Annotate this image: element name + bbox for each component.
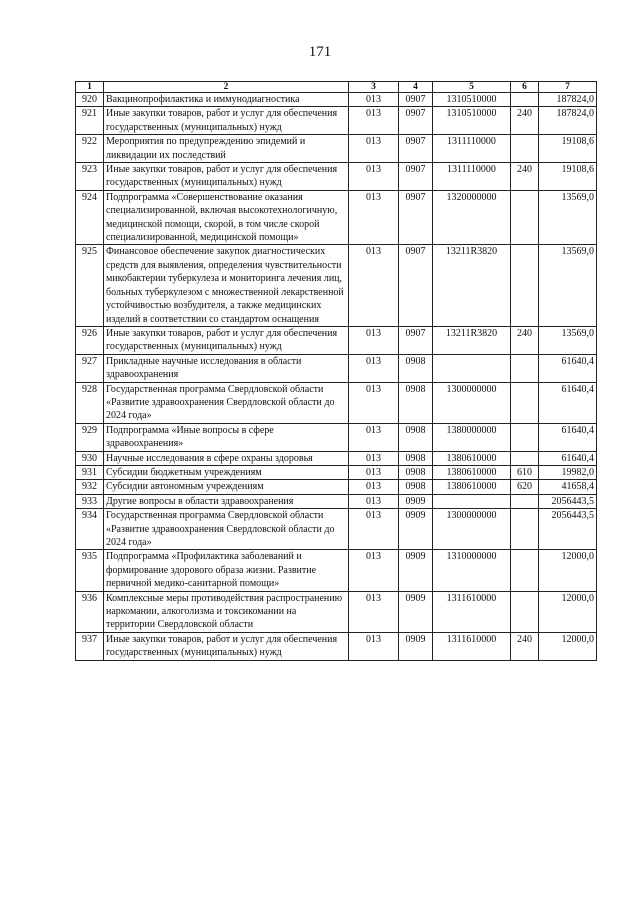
table-row xyxy=(76,93,597,107)
table-row xyxy=(76,423,597,451)
expense-type-code xyxy=(511,509,539,550)
table-header-row xyxy=(76,82,597,93)
section-code: 0909 xyxy=(399,494,433,508)
row-number: 930 xyxy=(76,451,104,465)
item-name: Субсидии бюджетным учреждениям xyxy=(104,465,349,479)
section-code: 0907 xyxy=(399,245,433,326)
section-code: 0908 xyxy=(399,451,433,465)
expense-type-code: 240 xyxy=(511,107,539,135)
row-number: 934 xyxy=(76,509,104,550)
table-body xyxy=(76,93,597,661)
section-code: 0907 xyxy=(399,135,433,163)
target-article-code: 1300000000 xyxy=(433,382,511,423)
section-code: 0907 xyxy=(399,93,433,107)
table-row xyxy=(76,135,597,163)
budget-table xyxy=(75,81,597,661)
expense-type-code xyxy=(511,354,539,382)
item-name: Финансовое обеспечение закупок диагностических средств для выявления, определения чувствительности микобактерии туберкулеза и мониторинга лечения лиц, больных туберкулезом с множественной лекарственной устойчивостью возбудителя, а также медицинских изделий в соответствии со стандартом оснащения xyxy=(104,245,349,326)
section-code: 0907 xyxy=(399,163,433,191)
item-name: Другие вопросы в области здравоохранения xyxy=(104,494,349,508)
ministry-code: 013 xyxy=(349,451,399,465)
column-header: 5 xyxy=(433,82,511,93)
section-code: 0907 xyxy=(399,190,433,245)
amount: 19108,6 xyxy=(539,135,597,163)
target-article-code: 13211R3820 xyxy=(433,326,511,354)
ministry-code: 013 xyxy=(349,465,399,479)
section-code: 0907 xyxy=(399,326,433,354)
section-code: 0907 xyxy=(399,107,433,135)
section-code: 0908 xyxy=(399,382,433,423)
expense-type-code xyxy=(511,494,539,508)
ministry-code: 013 xyxy=(349,107,399,135)
table-row xyxy=(76,550,597,591)
row-number: 937 xyxy=(76,632,104,660)
row-number: 935 xyxy=(76,550,104,591)
table-row xyxy=(76,509,597,550)
expense-type-code xyxy=(511,190,539,245)
target-article-code: 1310000000 xyxy=(433,550,511,591)
ministry-code: 013 xyxy=(349,632,399,660)
table-row xyxy=(76,591,597,632)
amount: 12000,0 xyxy=(539,550,597,591)
expense-type-code xyxy=(511,423,539,451)
row-number: 925 xyxy=(76,245,104,326)
target-article-code: 1380610000 xyxy=(433,451,511,465)
target-article-code: 1311110000 xyxy=(433,135,511,163)
item-name: Комплексные меры противодействия распространению наркомании, алкоголизма и токсикомании на территории Свердловской области xyxy=(104,591,349,632)
amount: 41658,4 xyxy=(539,480,597,494)
column-header: 7 xyxy=(539,82,597,93)
amount: 13569,0 xyxy=(539,326,597,354)
amount: 13569,0 xyxy=(539,190,597,245)
target-article-code: 13211R3820 xyxy=(433,245,511,326)
expense-type-code xyxy=(511,550,539,591)
ministry-code: 013 xyxy=(349,591,399,632)
expense-type-code xyxy=(511,93,539,107)
target-article-code xyxy=(433,354,511,382)
row-number: 931 xyxy=(76,465,104,479)
amount: 61640,4 xyxy=(539,451,597,465)
amount: 61640,4 xyxy=(539,382,597,423)
table-row xyxy=(76,326,597,354)
table-row xyxy=(76,480,597,494)
expense-type-code xyxy=(511,135,539,163)
item-name: Субсидии автономным учреждениям xyxy=(104,480,349,494)
page-number: 171 xyxy=(308,44,332,60)
target-article-code: 1320000000 xyxy=(433,190,511,245)
target-article-code: 1380000000 xyxy=(433,423,511,451)
item-name: Иные закупки товаров, работ и услуг для обеспечения государственных (муниципальных) нужд xyxy=(104,107,349,135)
expense-type-code: 240 xyxy=(511,163,539,191)
item-name: Государственная программа Свердловской области «Развитие здравоохранения Свердловской области до 2024 года» xyxy=(104,509,349,550)
item-name: Прикладные научные исследования в области здравоохранения xyxy=(104,354,349,382)
row-number: 928 xyxy=(76,382,104,423)
expense-type-code: 240 xyxy=(511,632,539,660)
expense-type-code xyxy=(511,382,539,423)
expense-type-code xyxy=(511,591,539,632)
row-number: 924 xyxy=(76,190,104,245)
row-number: 921 xyxy=(76,107,104,135)
target-article-code: 1380610000 xyxy=(433,465,511,479)
target-article-code xyxy=(433,494,511,508)
target-article-code: 1380610000 xyxy=(433,480,511,494)
expense-type-code: 240 xyxy=(511,326,539,354)
amount: 2056443,5 xyxy=(539,509,597,550)
column-header: 6 xyxy=(511,82,539,93)
section-code: 0908 xyxy=(399,354,433,382)
ministry-code: 013 xyxy=(349,326,399,354)
target-article-code: 1311610000 xyxy=(433,632,511,660)
ministry-code: 013 xyxy=(349,354,399,382)
row-number: 932 xyxy=(76,480,104,494)
ministry-code: 013 xyxy=(349,135,399,163)
table-row xyxy=(76,451,597,465)
section-code: 0908 xyxy=(399,480,433,494)
amount: 19982,0 xyxy=(539,465,597,479)
section-code: 0909 xyxy=(399,550,433,591)
table-row xyxy=(76,354,597,382)
section-code: 0909 xyxy=(399,632,433,660)
item-name: Государственная программа Свердловской области «Развитие здравоохранения Свердловской области до 2024 года» xyxy=(104,382,349,423)
table-row xyxy=(76,107,597,135)
column-header: 4 xyxy=(399,82,433,93)
column-header: 2 xyxy=(104,82,349,93)
ministry-code: 013 xyxy=(349,93,399,107)
item-name: Подпрограмма «Совершенствование оказания специализированной, включая высокотехнологичную, медицинской помощи, скорой, в том числе скорой специализированной, медицинской помощи» xyxy=(104,190,349,245)
amount: 61640,4 xyxy=(539,354,597,382)
amount: 187824,0 xyxy=(539,107,597,135)
section-code: 0909 xyxy=(399,591,433,632)
item-name: Иные закупки товаров, работ и услуг для обеспечения государственных (муниципальных) нужд xyxy=(104,326,349,354)
ministry-code: 013 xyxy=(349,480,399,494)
item-name: Научные исследования в сфере охраны здоровья xyxy=(104,451,349,465)
item-name: Подпрограмма «Иные вопросы в сфере здравоохранения» xyxy=(104,423,349,451)
ministry-code: 013 xyxy=(349,190,399,245)
expense-type-code: 620 xyxy=(511,480,539,494)
amount: 12000,0 xyxy=(539,591,597,632)
amount: 187824,0 xyxy=(539,93,597,107)
amount: 19108,6 xyxy=(539,163,597,191)
table-row xyxy=(76,190,597,245)
row-number: 920 xyxy=(76,93,104,107)
ministry-code: 013 xyxy=(349,382,399,423)
table-row xyxy=(76,245,597,326)
row-number: 926 xyxy=(76,326,104,354)
row-number: 923 xyxy=(76,163,104,191)
ministry-code: 013 xyxy=(349,423,399,451)
row-number: 922 xyxy=(76,135,104,163)
target-article-code: 1311610000 xyxy=(433,591,511,632)
column-header: 3 xyxy=(349,82,399,93)
target-article-code: 1311110000 xyxy=(433,163,511,191)
row-number: 929 xyxy=(76,423,104,451)
row-number: 936 xyxy=(76,591,104,632)
table-row xyxy=(76,382,597,423)
row-number: 927 xyxy=(76,354,104,382)
section-code: 0909 xyxy=(399,509,433,550)
item-name: Вакцинопрофилактика и иммунодиагностика xyxy=(104,93,349,107)
row-number: 933 xyxy=(76,494,104,508)
column-header: 1 xyxy=(76,82,104,93)
ministry-code: 013 xyxy=(349,494,399,508)
item-name: Подпрограмма «Профилактика заболеваний и формирование здорового образа жизни. Развитие первичной медико-санитарной помощи» xyxy=(104,550,349,591)
item-name: Мероприятия по предупреждению эпидемий и ликвидации их последствий xyxy=(104,135,349,163)
item-name: Иные закупки товаров, работ и услуг для обеспечения государственных (муниципальных) нужд xyxy=(104,163,349,191)
item-name: Иные закупки товаров, работ и услуг для обеспечения государственных (муниципальных) нужд xyxy=(104,632,349,660)
amount: 12000,0 xyxy=(539,632,597,660)
table-row xyxy=(76,163,597,191)
expense-type-code xyxy=(511,245,539,326)
table-row xyxy=(76,632,597,660)
amount: 61640,4 xyxy=(539,423,597,451)
target-article-code: 1310510000 xyxy=(433,93,511,107)
section-code: 0908 xyxy=(399,423,433,451)
section-code: 0908 xyxy=(399,465,433,479)
target-article-code: 1310510000 xyxy=(433,107,511,135)
expense-type-code xyxy=(511,451,539,465)
amount: 2056443,5 xyxy=(539,494,597,508)
expense-type-code: 610 xyxy=(511,465,539,479)
table-row xyxy=(76,465,597,479)
amount: 13569,0 xyxy=(539,245,597,326)
ministry-code: 013 xyxy=(349,163,399,191)
table-row xyxy=(76,494,597,508)
ministry-code: 013 xyxy=(349,245,399,326)
ministry-code: 013 xyxy=(349,550,399,591)
ministry-code: 013 xyxy=(349,509,399,550)
target-article-code: 1300000000 xyxy=(433,509,511,550)
